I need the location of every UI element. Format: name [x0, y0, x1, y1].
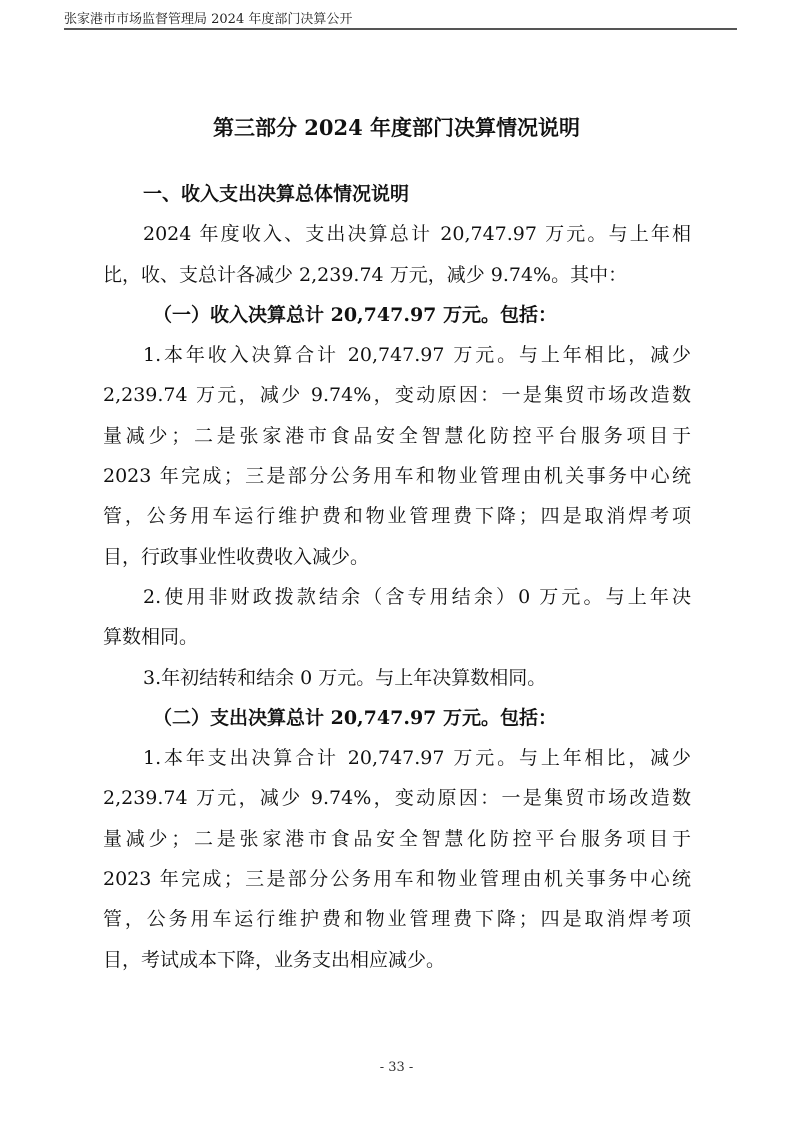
page-number: - 33 -	[379, 1060, 414, 1075]
line: 目，考试成本下降，业务支出相应减少。	[103, 948, 446, 971]
document-body	[103, 174, 691, 980]
line: 量减少；二是张家港市食品安全智慧化防控平台服务项目于	[103, 827, 691, 850]
paragraph	[103, 335, 691, 577]
line: 3.年初结转和结余 0 万元。与上年决算数相同。	[143, 666, 547, 689]
line: 管，公务用车运行维护费和物业管理费下降；四是取消焊考项	[103, 505, 691, 528]
line: 2024 年度收入、支出决算总计 20,747.97 万元。与上年相	[143, 223, 691, 246]
running-header: 张家港市市场监督管理局 2024 年度部门决算公开	[64, 12, 353, 27]
line: 目，行政事业性收费收入减少。	[103, 545, 370, 568]
paragraph	[103, 738, 691, 980]
line: 1.本年收入决算合计 20,747.97 万元。与上年相比，减少	[143, 344, 691, 367]
line: 1.本年支出决算合计 20,747.97 万元。与上年相比，减少	[143, 747, 691, 770]
paragraph	[103, 658, 691, 698]
line: 量减少；二是张家港市食品安全智慧化防控平台服务项目于	[103, 424, 691, 447]
line: 2,239.74 万元，减少 9.74%，变动原因：一是集贸市场改造数	[103, 384, 691, 407]
paragraph	[103, 577, 691, 658]
line: 2,239.74 万元，减少 9.74%，变动原因：一是集贸市场改造数	[103, 787, 691, 810]
section-heading: 一、收入支出决算总体情况说明	[143, 183, 410, 205]
page-title: 第三部分 2024 年度部门决算情况说明	[212, 115, 581, 140]
subsection-heading: （二）支出决算总计 20,747.97 万元。包括：	[153, 706, 558, 729]
header-rule	[64, 28, 737, 30]
subsection-heading: （一）收入决算总计 20,747.97 万元。包括：	[153, 303, 558, 326]
line: 算数相同。	[103, 626, 199, 649]
line: 比，收、支总计各减少 2,239.74 万元，减少 9.74%。其中：	[103, 263, 628, 286]
paragraph	[103, 214, 691, 295]
line: 2023 年完成；三是部分公务用车和物业管理由机关事务中心统	[103, 868, 691, 891]
line: 2023 年完成；三是部分公务用车和物业管理由机关事务中心统	[103, 465, 691, 488]
line: 2.使用非财政拨款结余（含专用结余）0 万元。与上年决	[143, 585, 691, 608]
line: 管，公务用车运行维护费和物业管理费下降；四是取消焊考项	[103, 908, 691, 931]
